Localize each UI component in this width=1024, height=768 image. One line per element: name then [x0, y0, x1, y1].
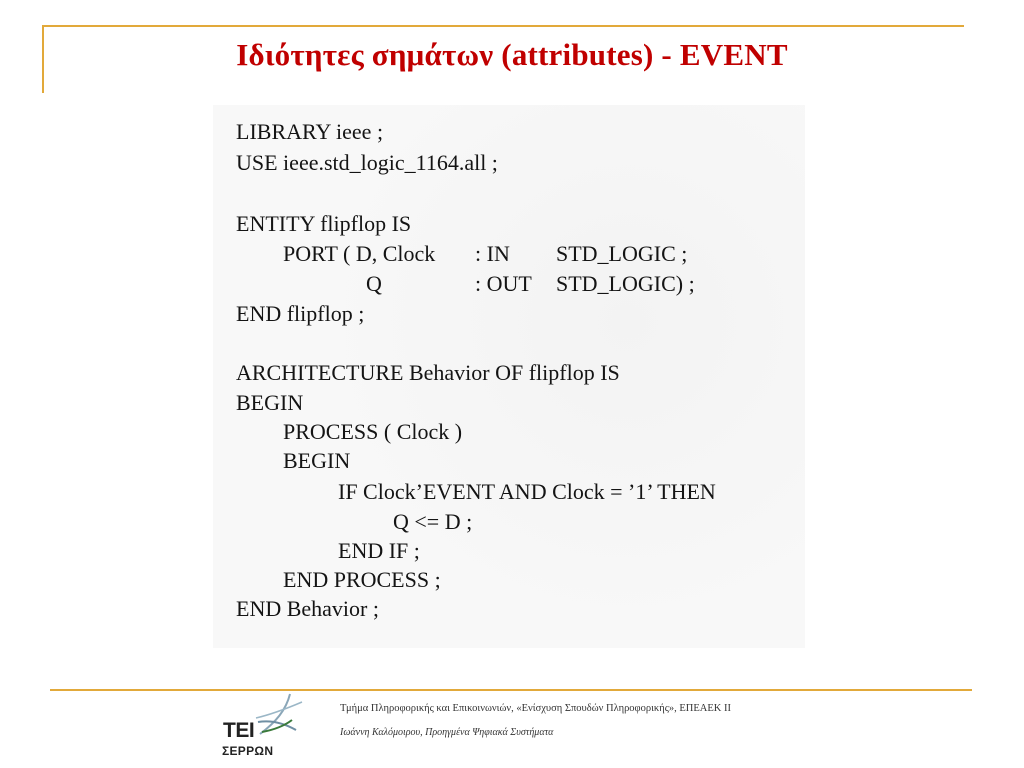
code-line: : IN: [475, 241, 510, 266]
code-image: [213, 105, 805, 648]
footer-author-text: Ιωάννη Καλόμοιρου, Προηγμένα Ψηφιακά Συστήματα: [340, 727, 554, 738]
code-line: STD_LOGIC ;: [556, 241, 688, 266]
code-line: END IF ;: [338, 538, 420, 563]
code-line: END Behavior ;: [236, 596, 379, 621]
top-frame-line: [42, 25, 964, 27]
code-line: LIBRARY ieee ;: [236, 119, 384, 144]
code-line: Q <= D ;: [393, 509, 473, 534]
logo-text-serron: ΣΕΡΡΩΝ: [222, 744, 274, 758]
code-line: : OUT: [475, 271, 532, 296]
code-line: BEGIN: [283, 448, 351, 473]
code-line: STD_LOGIC) ;: [556, 271, 695, 296]
code-line: USE ieee.std_logic_1164.all ;: [236, 150, 498, 175]
code-line: Q: [366, 271, 382, 296]
code-line: PORT ( D, Clock: [283, 241, 436, 266]
logo-text-tei: ΤΕΙ: [223, 719, 255, 742]
footer-department-text: Τμήμα Πληροφορικής και Επικοινωνιών, «Ενίσχυση Σπουδών Πληροφορικής», ΕΠΕΑΕΚ ΙΙ: [340, 703, 731, 714]
code-line: IF Clock’EVENT AND Clock = ’1’ THEN: [338, 479, 716, 504]
code-line: ARCHITECTURE Behavior OF flipflop IS: [236, 360, 620, 385]
tei-logo: [218, 692, 318, 764]
code-line: BEGIN: [236, 390, 304, 415]
code-line: ENTITY flipflop IS: [236, 211, 412, 236]
footer-divider: [50, 689, 972, 691]
code-line: PROCESS ( Clock ): [283, 419, 463, 444]
code-line: END flipflop ;: [236, 301, 365, 326]
code-line: END PROCESS ;: [283, 567, 441, 592]
slide-title: Ιδιότητες σημάτων (attributes) - EVENT: [236, 37, 788, 72]
